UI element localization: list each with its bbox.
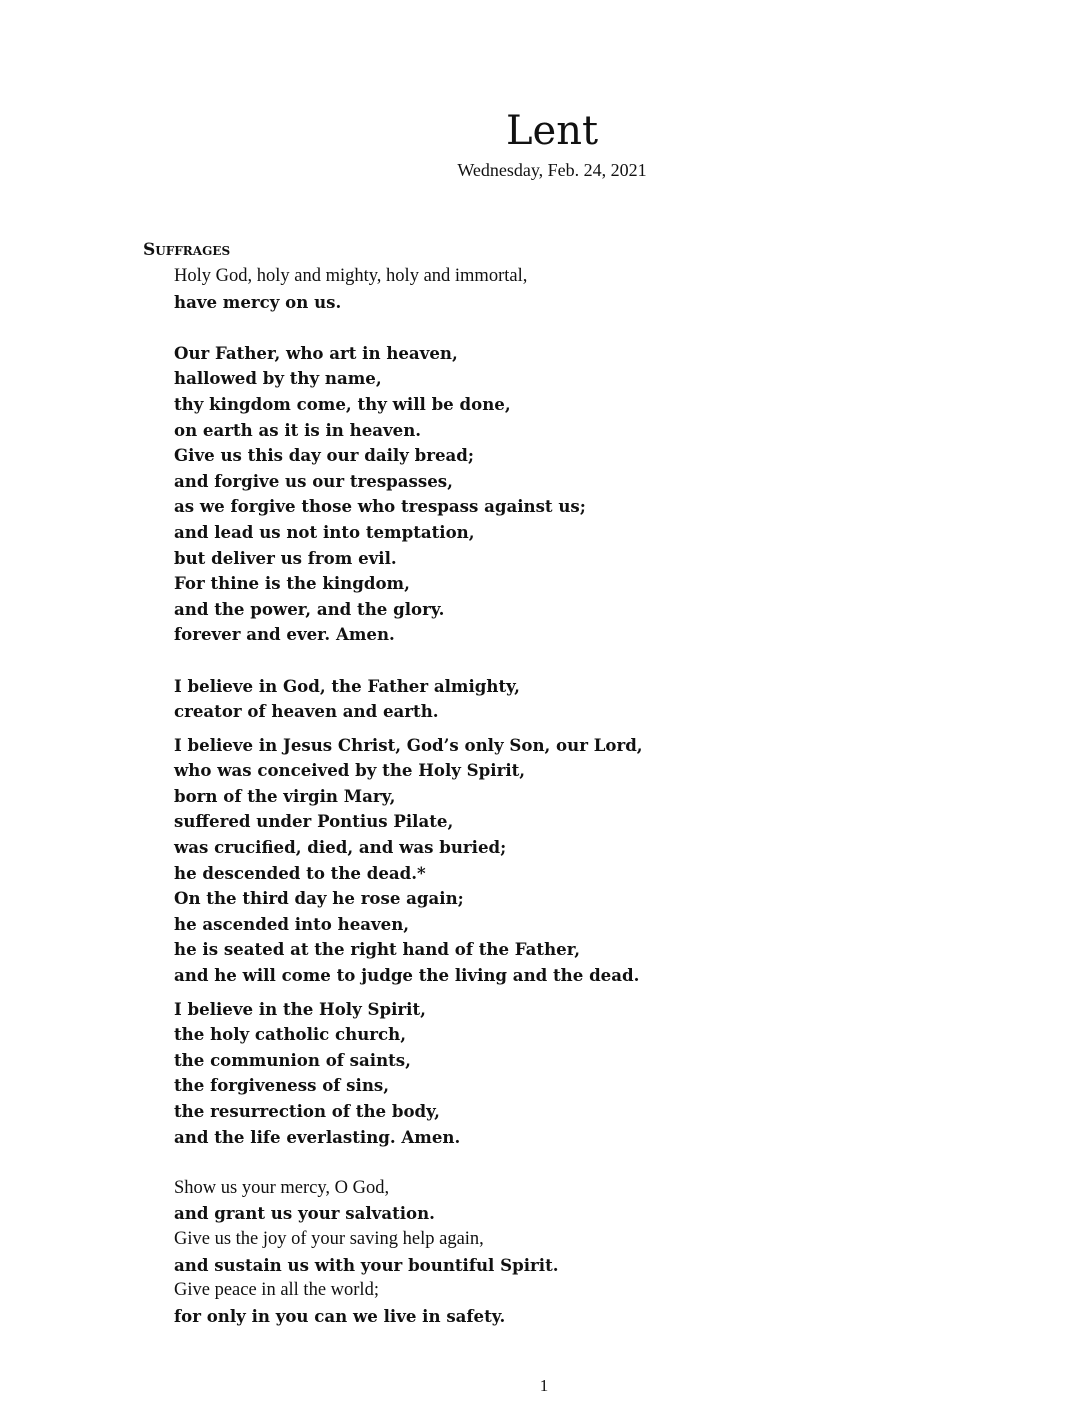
response-line: as we forgive those who trespass against us; (174, 496, 586, 517)
response-line: he descended to the dead.* (174, 862, 426, 883)
response-line: who was conceived by the Holy Spirit, (174, 760, 526, 781)
response-line: born of the virgin Mary, (174, 785, 396, 806)
response-line: was crucified, died, and was buried; (174, 837, 507, 858)
stanza-gap (174, 989, 1054, 997)
response-line: suffered under Pontius Pilate, (174, 811, 454, 832)
page-title: Lent (505, 108, 599, 154)
response-line: I believe in the Holy Spirit, (174, 998, 426, 1019)
response-line: Give us this day our daily bread; (174, 445, 474, 466)
stanza (174, 341, 1054, 648)
leader-line: Show us your mercy, O God, (174, 1177, 390, 1198)
stanza-gap (174, 648, 1054, 674)
response-line: and forgive us our trespasses, (174, 470, 453, 491)
response-line: hallowed by thy name, (174, 368, 382, 389)
stanza (174, 997, 1054, 1151)
response-line: on earth as it is in heaven. (174, 419, 422, 440)
response-line: and he will come to judge the living and the dead. (174, 965, 640, 986)
response-line: On the third day he rose again; (174, 888, 464, 909)
stanza (174, 733, 1054, 989)
leader-line: Give peace in all the world; (174, 1280, 379, 1301)
stanza (174, 1176, 1054, 1330)
page-number: 1 (539, 1376, 549, 1395)
response-line: the holy catholic church, (174, 1024, 406, 1045)
response-line: the resurrection of the body, (174, 1101, 440, 1121)
response-line: he ascended into heaven, (174, 913, 410, 934)
leader-line: Holy God, holy and mighty, holy and immortal, (174, 266, 528, 286)
response-line: have mercy on us. (174, 291, 342, 312)
response-line: thy kingdom come, thy will be done, (174, 393, 511, 414)
response-line: and lead us not into temptation, (174, 521, 475, 542)
stanza-gap (174, 725, 1054, 733)
response-line: forever and ever. Amen. (174, 624, 395, 645)
response-line: and sustain us with your bountiful Spirit. (174, 1254, 559, 1275)
stanza (174, 264, 1054, 315)
section-heading: Suffrages (143, 240, 231, 260)
response-line: and the power, and the glory. (174, 598, 445, 619)
response-line: I believe in God, the Father almighty, (174, 675, 520, 696)
leader-line: Give us the joy of your saving help again, (174, 1228, 484, 1249)
response-line: the forgiveness of sins, (174, 1075, 390, 1096)
service-date: Wednesday, Feb. 24, 2021 (457, 160, 647, 180)
response-line: and the life everlasting. Amen. (174, 1126, 461, 1147)
stanza-gap (174, 315, 1054, 341)
response-line: the communion of saints, (174, 1049, 411, 1070)
response-line: but deliver us from evil. (174, 547, 397, 568)
stanza-gap (174, 1150, 1054, 1176)
response-line: he is seated at the right hand of the Father, (174, 939, 581, 960)
response-line: For thine is the kingdom, (174, 573, 410, 594)
liturgy-text (174, 264, 1054, 1329)
response-line: for only in you can we live in safety. (174, 1305, 506, 1326)
stanza (174, 674, 1054, 725)
response-line: creator of heaven and earth. (174, 701, 439, 722)
response-line: I believe in Jesus Christ, God’s only Son, our Lord, (174, 734, 643, 755)
response-line: Our Father, who art in heaven, (174, 342, 458, 363)
response-line: and grant us your salvation. (174, 1203, 435, 1224)
